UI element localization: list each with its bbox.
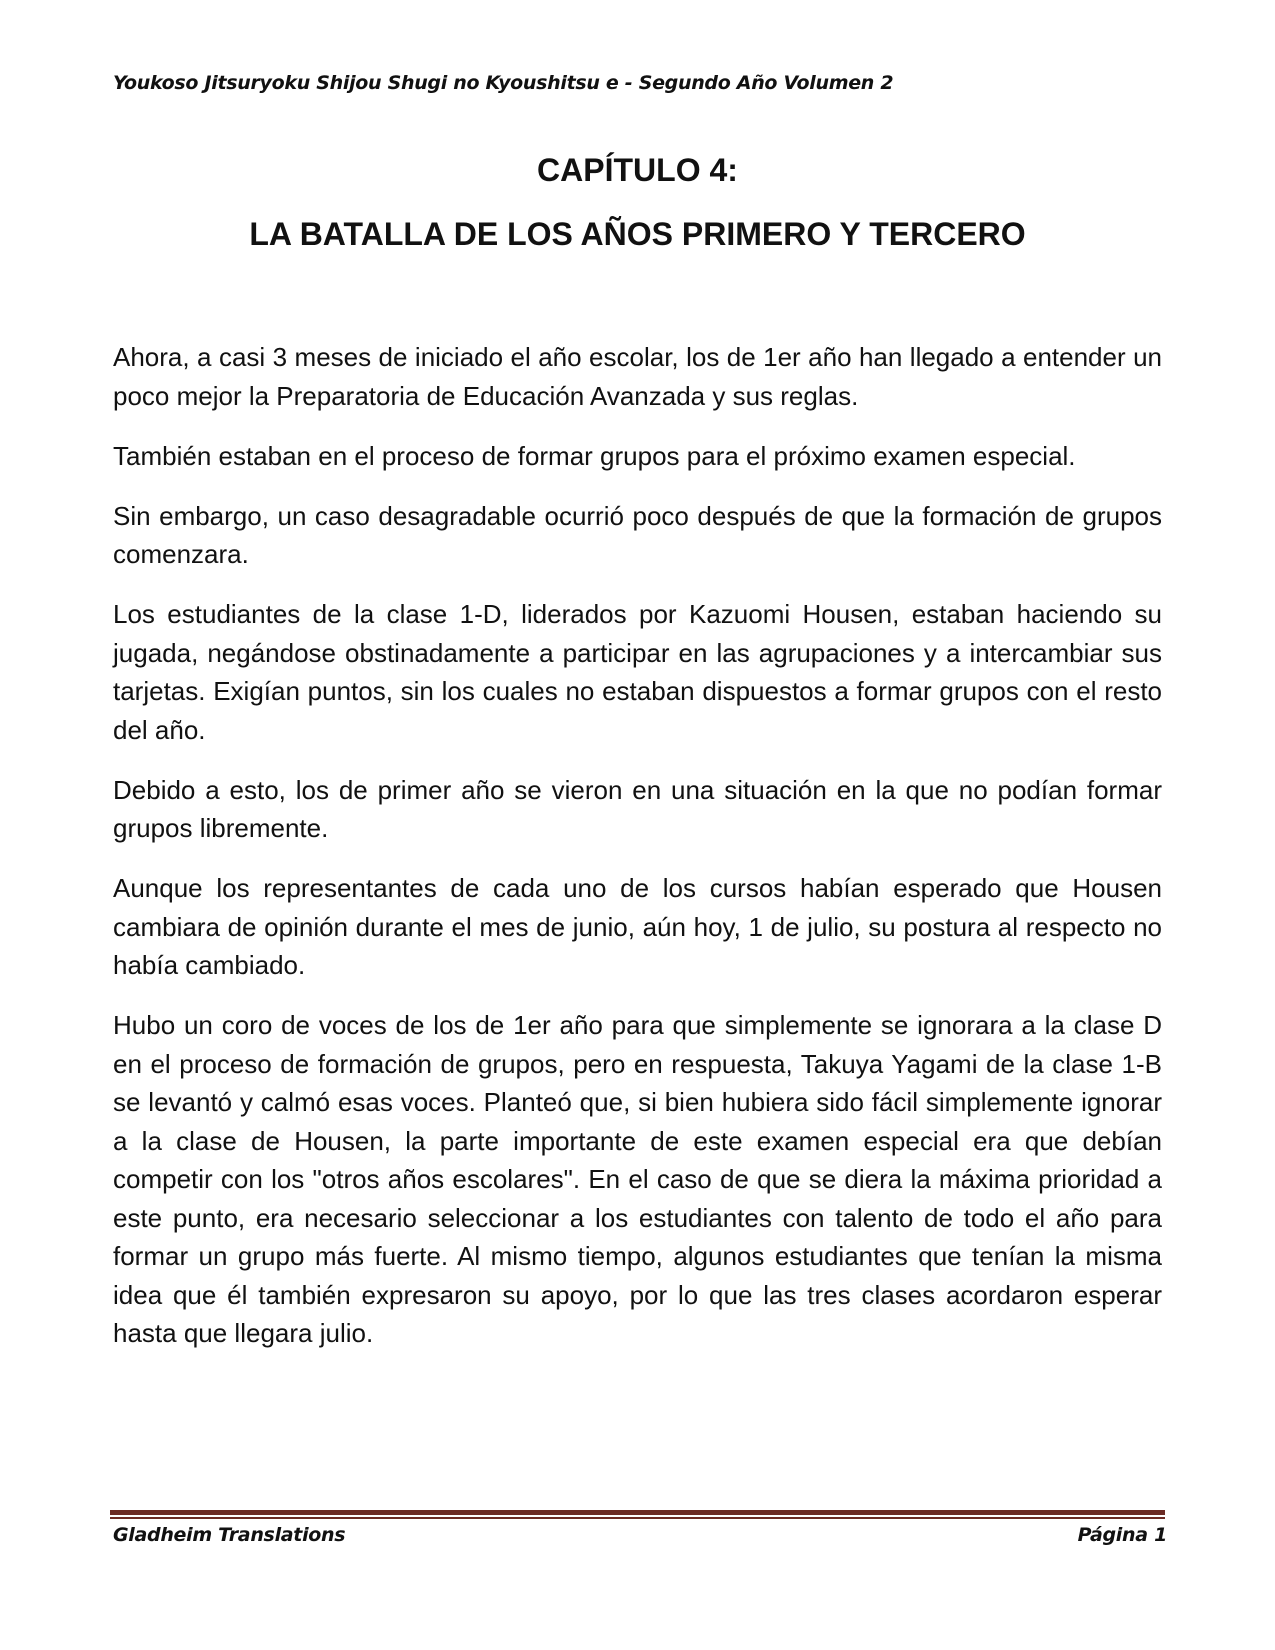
paragraph: Debido a esto, los de primer año se vieron en una situación en la que no podían formar grupos libremente. <box>113 774 1162 843</box>
paragraph: Hubo un coro de voces de los de 1er año para que simplemente se ignorara a la clase D en el proceso de formación de grupos, pero en respuesta, Takuya Yagami de la clase 1-B se levantó y calmó esas voces. Planteó que, si bien hubiera sido fácil simplemente ignorar a la clase de Housen, la parte importante de este examen especial era que debían competir con los "otros años escolares". En el caso de que se diera la máxima prioridad a este punto, era necesario seleccionar a los estudiantes con talento de todo el año para formar un grupo más fuerte. Al mismo tiempo, algunos estudiantes que tenían la misma idea que él también expresaron su apoyo, por lo que las tres clases acordaron esperar hasta que llegara julio. <box>113 1010 1162 1348</box>
page-number: Página 1 <box>1077 1524 1167 1546</box>
running-header: Youkoso Jitsuryoku Shijou Shugi no Kyoushitsu e - Segundo Año Volumen 2 <box>113 72 894 94</box>
chapter-title: LA BATALLA DE LOS AÑOS PRIMERO Y TERCERO <box>249 216 1026 252</box>
chapter-number: CAPÍTULO 4: <box>537 152 738 188</box>
paragraph: Aunque los representantes de cada uno de los cursos habían esperado que Housen cambiara de opinión durante el mes de junio, aún hoy, 1 de julio, su postura al respecto no había cambiado. <box>113 873 1162 980</box>
paragraph: También estaban en el proceso de formar grupos para el próximo examen especial. <box>113 440 1076 471</box>
chapter-body <box>113 338 1162 1374</box>
footer-divider-thin <box>110 1517 1165 1519</box>
footer-divider-thick <box>110 1510 1165 1515</box>
paragraph: Sin embargo, un caso desagradable ocurrió poco después de que la formación de grupos comenzara. <box>113 500 1162 569</box>
paragraph: Los estudiantes de la clase 1-D, liderados por Kazuomi Housen, estaban haciendo su jugada, negándose obstinadamente a participar en las agrupaciones y a intercambiar sus tarjetas. Exigían puntos, sin los cuales no estaban dispuestos a formar grupos con el resto del año. <box>113 599 1162 745</box>
paragraph: Ahora, a casi 3 meses de iniciado el año escolar, los de 1er año han llegado a entender un poco mejor la Preparatoria de Educación Avanzada y sus reglas. <box>113 342 1162 411</box>
footer-translator: Gladheim Translations <box>113 1524 346 1546</box>
footer-divider <box>110 1510 1165 1520</box>
